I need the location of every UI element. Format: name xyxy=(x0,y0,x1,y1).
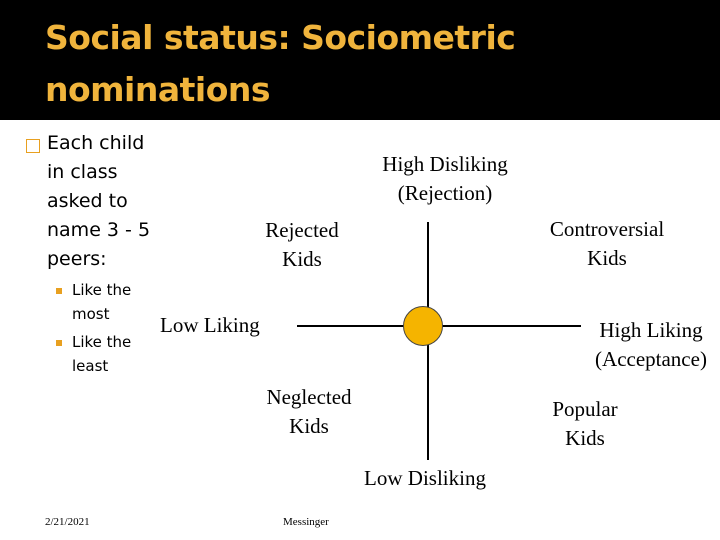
bullet-text-line: Each child xyxy=(47,132,145,154)
slide-title-line-2: nominations xyxy=(45,70,271,109)
bullet-text-line: name 3 - 5 xyxy=(47,219,151,241)
high-disliking-label: High Disliking (Rejection) xyxy=(382,152,508,205)
low-liking-label: Low Liking xyxy=(160,313,260,337)
sub-bullet-text: least xyxy=(72,357,109,375)
controversial-kids-label: Controversial Kids xyxy=(549,217,665,270)
sub-bullet-icon xyxy=(56,288,62,294)
center-circle xyxy=(403,306,443,346)
popular-kids-label: Popular Kids xyxy=(552,397,618,450)
bullet-text-line: asked to xyxy=(47,190,128,212)
title-bar xyxy=(0,0,720,120)
high-liking-label: High Liking (Acceptance) xyxy=(595,318,707,371)
bullet-text-line: in class xyxy=(47,161,118,183)
sub-bullet-text: Like the xyxy=(72,333,132,351)
footer-author: Messinger xyxy=(283,516,329,528)
sub-bullet-text: Like the xyxy=(72,281,132,299)
sub-bullet-icon xyxy=(56,340,62,346)
rejected-kids-label: Rejected Kids xyxy=(265,218,339,271)
bullet-box-icon xyxy=(26,139,40,153)
footer-date: 2/21/2021 xyxy=(45,516,90,528)
neglected-kids-label: Neglected Kids xyxy=(266,385,352,438)
sub-bullet-text: most xyxy=(72,305,110,323)
bullet-text-line: peers: xyxy=(47,248,107,270)
low-disliking-label: Low Disliking xyxy=(364,466,486,490)
slide-title-line-1: Social status: Sociometric xyxy=(45,18,516,57)
